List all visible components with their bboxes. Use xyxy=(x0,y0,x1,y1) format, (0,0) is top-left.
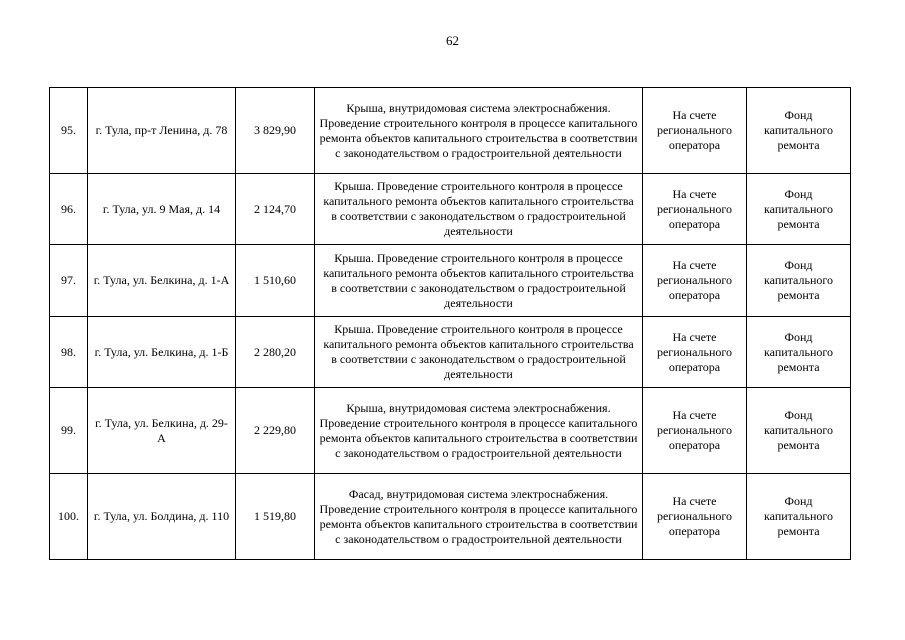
fund-cell: Фонд капитального ремонта xyxy=(747,388,851,474)
works-cell: Крыша, внутридомовая система электроснабжения. Проведение строительного контроля в процессе капитального ремонта объектов капитального строительства в соответствии с законодательством о градостроительной деятельности xyxy=(315,388,643,474)
row-number-cell: 98. xyxy=(50,317,88,388)
address-cell: г. Тула, пр-т Ленина, д. 78 xyxy=(88,88,236,174)
account-cell: На счете регионального оператора xyxy=(643,88,747,174)
fund-cell: Фонд капитального ремонта xyxy=(747,317,851,388)
address-cell: г. Тула, ул. Болдина, д. 110 xyxy=(88,474,236,560)
table-row xyxy=(50,245,851,317)
works-cell: Крыша. Проведение строительного контроля в процессе капитального ремонта объектов капитального строительства в соответствии с законодательством о градостроительной деятельности xyxy=(315,317,643,388)
fund-cell: Фонд капитального ремонта xyxy=(747,174,851,245)
row-number-cell: 99. xyxy=(50,388,88,474)
table-row xyxy=(50,174,851,245)
works-cell: Крыша, внутридомовая система электроснабжения. Проведение строительного контроля в процессе капитального ремонта объектов капитального строительства в соответствии с законодательством о градостроительной деятельности xyxy=(315,88,643,174)
row-number-cell: 96. xyxy=(50,174,88,245)
account-cell: На счете регионального оператора xyxy=(643,474,747,560)
address-cell: г. Тула, ул. 9 Мая, д. 14 xyxy=(88,174,236,245)
works-cell: Фасад, внутридомовая система электроснабжения. Проведение строительного контроля в процессе капитального ремонта объектов капитального строительства в соответствии с законодательством о градостроительной деятельности xyxy=(315,474,643,560)
works-cell: Крыша. Проведение строительного контроля в процессе капитального ремонта объектов капитального строительства в соответствии с законодательством о градостроительной деятельности xyxy=(315,245,643,317)
account-cell: На счете регионального оператора xyxy=(643,174,747,245)
fund-cell: Фонд капитального ремонта xyxy=(747,245,851,317)
table-row xyxy=(50,317,851,388)
fund-cell: Фонд капитального ремонта xyxy=(747,474,851,560)
area-cell: 3 829,90 xyxy=(236,88,315,174)
account-cell: На счете регионального оператора xyxy=(643,245,747,317)
repair-works-table xyxy=(49,87,851,560)
table-row xyxy=(50,388,851,474)
address-cell: г. Тула, ул. Белкина, д. 1-Б xyxy=(88,317,236,388)
row-number-cell: 97. xyxy=(50,245,88,317)
row-number-cell: 100. xyxy=(50,474,88,560)
row-number-cell: 95. xyxy=(50,88,88,174)
area-cell: 2 280,20 xyxy=(236,317,315,388)
area-cell: 1 519,80 xyxy=(236,474,315,560)
address-cell: г. Тула, ул. Белкина, д. 1-А xyxy=(88,245,236,317)
account-cell: На счете регионального оператора xyxy=(643,317,747,388)
area-cell: 1 510,60 xyxy=(236,245,315,317)
page-number: 62 xyxy=(446,33,459,48)
table-row xyxy=(50,474,851,560)
area-cell: 2 229,80 xyxy=(236,388,315,474)
works-cell: Крыша. Проведение строительного контроля в процессе капитального ремонта объектов капитального строительства в соответствии с законодательством о градостроительной деятельности xyxy=(315,174,643,245)
address-cell: г. Тула, ул. Белкина, д. 29-А xyxy=(88,388,236,474)
account-cell: На счете регионального оператора xyxy=(643,388,747,474)
fund-cell: Фонд капитального ремонта xyxy=(747,88,851,174)
area-cell: 2 124,70 xyxy=(236,174,315,245)
table-row xyxy=(50,88,851,174)
